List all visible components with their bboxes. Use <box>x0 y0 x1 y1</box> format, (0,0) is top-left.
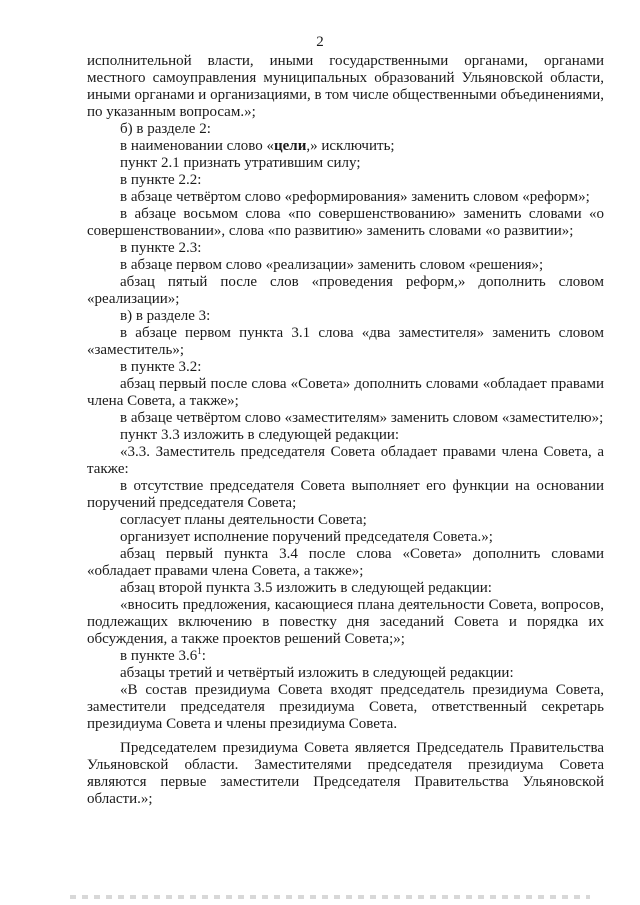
paragraph: в абзаце первом слово «реализации» заменить словом «решения»; <box>120 257 544 273</box>
paragraph: абзац первый после слова «Совета» дополнить словами «обладает правами члена Совета, а также»; <box>87 376 604 409</box>
paragraph: исполнительной власти, иными государственными органами, органами местного самоуправления муниципальных образований Ульяновской области, иными органами и организациями, в том числе общественными объединениями, по указанным вопросам.»; <box>87 53 604 120</box>
page-number: 2 <box>316 34 324 50</box>
paragraph: пункт 3.3 изложить в следующей редакции: <box>120 427 400 443</box>
paragraph: в абзаце четвёртом слово «заместителям» заменить словом «заместителю»; <box>120 410 604 426</box>
paragraph: организует исполнение поручений председателя Совета.»; <box>120 529 493 545</box>
paragraph: в абзаце четвёртом слово «реформирования» заменить словом «реформ»; <box>120 189 590 205</box>
paragraph: б) в разделе 2: <box>120 121 211 137</box>
paragraph: абзац пятый после слов «проведения реформ,» дополнить словом «реализации»; <box>87 274 604 307</box>
paragraph: «вносить предложения, касающиеся плана деятельности Совета, вопросов, подлежащих включению в повестку дня заседаний Совета и порядка их обсуждения, а также проектов решений Совета;»; <box>87 597 604 647</box>
paragraph: в пункте 3.2: <box>120 359 202 375</box>
paragraph: в) в разделе 3: <box>120 308 211 324</box>
paragraph-text: ,» исключить; <box>306 138 395 154</box>
paragraph: абзац первый пункта 3.4 после слова «Совета» дополнить словами «обладает правами члена Совета, а также»; <box>87 546 604 579</box>
scan-artifact <box>70 895 590 899</box>
paragraph: Председателем президиума Совета является Председатель Правительства Ульяновской области. Заместителями председателя президиума Совета являются первые заместители Председателя Правительства Ульяновской области.»; <box>87 740 604 807</box>
paragraph: в пункте 2.2: <box>120 172 202 188</box>
paragraph-text: в пункте 3.6 <box>120 648 198 664</box>
paragraph <box>87 648 604 665</box>
paragraph: в абзаце первом пункта 3.1 слова «два заместителя» заменить словом «заместитель»; <box>87 325 604 358</box>
paragraph: пункт 2.1 признать утратившим силу; <box>120 155 361 171</box>
paragraph: «В состав президиума Совета входят председатель президиума Совета, заместители председателя президиума Совета, ответственный секретарь президиума Совета и члены президиума Совета. <box>87 682 604 732</box>
document-body <box>87 53 604 808</box>
paragraph-text: : <box>201 648 206 664</box>
paragraph: абзацы третий и четвёртый изложить в следующей редакции: <box>120 665 514 681</box>
paragraph: абзац второй пункта 3.5 изложить в следующей редакции: <box>120 580 492 596</box>
superscript: 1 <box>197 646 202 656</box>
paragraph: в пункте 2.3: <box>120 240 202 256</box>
paragraph <box>87 138 604 155</box>
paragraph: «3.3. Заместитель председателя Совета обладает правами члена Совета, а также: <box>87 444 604 477</box>
paragraph: в абзаце восьмом слова «по совершенствованию» заменить словами «о совершенствовании», слова «по развитию» заменить словами «о развитии»; <box>87 206 604 239</box>
paragraph-text: в наименовании слово « <box>120 138 274 154</box>
paragraph: в отсутствие председателя Совета выполняет его функции на основании поручений председателя Совета; <box>87 478 604 511</box>
paragraph: согласует планы деятельности Совета; <box>120 512 367 528</box>
bold-word: цели <box>273 138 307 154</box>
